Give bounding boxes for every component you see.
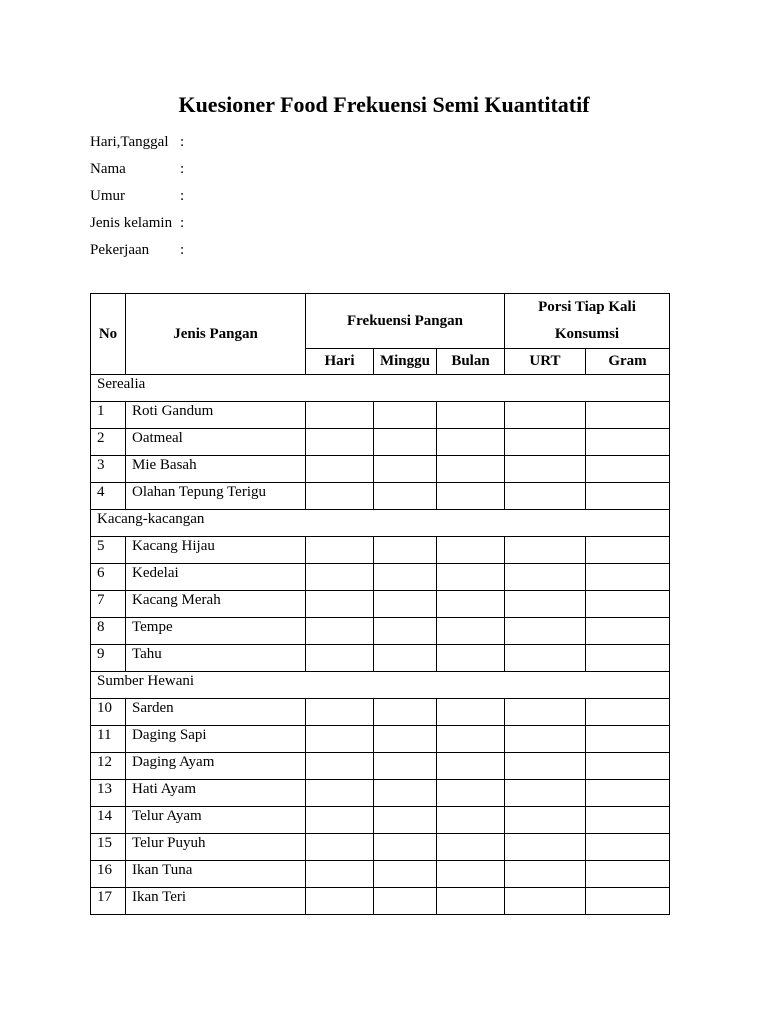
header-no: No — [91, 294, 126, 375]
row-number: 9 — [91, 645, 126, 672]
food-name: Daging Sapi — [126, 726, 306, 753]
table-row — [91, 807, 670, 834]
field-jenis-kelamin[interactable] — [90, 213, 190, 240]
row-number: 16 — [91, 861, 126, 888]
field-label: Hari,Tanggal — [90, 134, 169, 150]
header-jenis-pangan: Jenis Pangan — [126, 294, 306, 375]
row-number: 1 — [91, 402, 126, 429]
field-colon: : — [180, 215, 185, 231]
answer-cell-hari[interactable] — [306, 564, 374, 591]
food-frequency-table — [90, 293, 670, 915]
answer-cell-hari[interactable] — [306, 429, 374, 456]
table-row — [91, 834, 670, 861]
answer-cell-gram[interactable] — [586, 402, 670, 429]
answer-cell-hari[interactable] — [306, 780, 374, 807]
answer-cell-bulan[interactable] — [437, 888, 505, 915]
answer-cell-bulan[interactable] — [437, 591, 505, 618]
answer-cell-minggu[interactable] — [374, 645, 437, 672]
category-row — [91, 672, 670, 699]
answer-cell-minggu[interactable] — [374, 456, 437, 483]
answer-cell-minggu[interactable] — [374, 564, 437, 591]
answer-cell-bulan[interactable] — [437, 699, 505, 726]
table-row — [91, 429, 670, 456]
header-porsi — [505, 294, 670, 349]
header-hari: Hari — [306, 349, 374, 375]
answer-cell-hari[interactable] — [306, 483, 374, 510]
food-name: Telur Puyuh — [126, 834, 306, 861]
table-row — [91, 564, 670, 591]
header-urt: URT — [505, 349, 586, 375]
answer-cell-urt[interactable] — [505, 537, 586, 564]
answer-cell-gram[interactable] — [586, 780, 670, 807]
answer-cell-gram[interactable] — [586, 456, 670, 483]
field-label: Umur — [90, 188, 125, 204]
answer-cell-gram[interactable] — [586, 618, 670, 645]
header-porsi-line2: Konsumsi — [554, 326, 620, 342]
answer-cell-hari[interactable] — [306, 591, 374, 618]
answer-cell-minggu[interactable] — [374, 780, 437, 807]
answer-cell-minggu[interactable] — [374, 537, 437, 564]
answer-cell-gram[interactable] — [586, 591, 670, 618]
row-number: 12 — [91, 753, 126, 780]
answer-cell-urt[interactable] — [505, 699, 586, 726]
answer-cell-gram[interactable] — [586, 483, 670, 510]
header-frekuensi-pangan: Frekuensi Pangan — [306, 294, 505, 349]
answer-cell-bulan[interactable] — [437, 645, 505, 672]
table-row — [91, 645, 670, 672]
category-row — [91, 375, 670, 402]
answer-cell-urt[interactable] — [505, 402, 586, 429]
answer-cell-bulan[interactable] — [437, 537, 505, 564]
field-umur[interactable] — [90, 186, 190, 213]
answer-cell-gram[interactable] — [586, 537, 670, 564]
category-label: Kacang-kacangan — [91, 510, 670, 537]
answer-cell-urt[interactable] — [505, 591, 586, 618]
answer-cell-bulan[interactable] — [437, 807, 505, 834]
row-number: 2 — [91, 429, 126, 456]
answer-cell-urt[interactable] — [505, 861, 586, 888]
food-name: Mie Basah — [126, 456, 306, 483]
table-row — [91, 618, 670, 645]
food-name: Kacang Merah — [126, 591, 306, 618]
answer-cell-urt[interactable] — [505, 834, 586, 861]
food-name: Kedelai — [126, 564, 306, 591]
food-name: Tempe — [126, 618, 306, 645]
row-number: 10 — [91, 699, 126, 726]
food-name: Hati Ayam — [126, 780, 306, 807]
answer-cell-minggu[interactable] — [374, 726, 437, 753]
table-row — [91, 456, 670, 483]
answer-cell-minggu[interactable] — [374, 402, 437, 429]
answer-cell-minggu[interactable] — [374, 699, 437, 726]
answer-cell-urt[interactable] — [505, 888, 586, 915]
answer-cell-hari[interactable] — [306, 537, 374, 564]
category-label: Sumber Hewani — [91, 672, 670, 699]
table-row — [91, 483, 670, 510]
header-porsi-line1: Porsi Tiap Kali — [538, 299, 636, 315]
food-name: Kacang Hijau — [126, 537, 306, 564]
answer-cell-bulan[interactable] — [437, 456, 505, 483]
field-label: Jenis kelamin — [90, 215, 173, 231]
table-row — [91, 780, 670, 807]
food-name: Telur Ayam — [126, 807, 306, 834]
answer-cell-bulan[interactable] — [437, 618, 505, 645]
answer-cell-urt[interactable] — [505, 429, 586, 456]
answer-cell-gram[interactable] — [586, 429, 670, 456]
answer-cell-bulan[interactable] — [437, 861, 505, 888]
answer-cell-urt[interactable] — [505, 456, 586, 483]
row-number: 6 — [91, 564, 126, 591]
food-name: Daging Ayam — [126, 753, 306, 780]
field-colon: : — [180, 134, 185, 150]
row-number: 15 — [91, 834, 126, 861]
table-row — [91, 888, 670, 915]
answer-cell-bulan[interactable] — [437, 780, 505, 807]
answer-cell-hari[interactable] — [306, 618, 374, 645]
row-number: 14 — [91, 807, 126, 834]
table-row — [91, 726, 670, 753]
table-row — [91, 861, 670, 888]
answer-cell-minggu[interactable] — [374, 861, 437, 888]
answer-cell-urt[interactable] — [505, 564, 586, 591]
answer-cell-bulan[interactable] — [437, 483, 505, 510]
row-number: 3 — [91, 456, 126, 483]
respondent-fields — [90, 132, 190, 267]
answer-cell-gram[interactable] — [586, 645, 670, 672]
row-number: 5 — [91, 537, 126, 564]
answer-cell-gram[interactable] — [586, 807, 670, 834]
food-name: Olahan Tepung Terigu — [126, 483, 306, 510]
answer-cell-hari[interactable] — [306, 834, 374, 861]
answer-cell-bulan[interactable] — [437, 402, 505, 429]
category-label: Serealia — [91, 375, 670, 402]
answer-cell-urt[interactable] — [505, 726, 586, 753]
row-number: 17 — [91, 888, 126, 915]
field-colon: : — [180, 188, 185, 204]
answer-cell-bulan[interactable] — [437, 564, 505, 591]
answer-cell-hari[interactable] — [306, 888, 374, 915]
table-row — [91, 753, 670, 780]
answer-cell-urt[interactable] — [505, 780, 586, 807]
answer-cell-urt[interactable] — [505, 618, 586, 645]
answer-cell-gram[interactable] — [586, 861, 670, 888]
answer-cell-gram[interactable] — [586, 834, 670, 861]
food-name: Roti Gandum — [126, 402, 306, 429]
answer-cell-minggu[interactable] — [374, 834, 437, 861]
answer-cell-hari[interactable] — [306, 861, 374, 888]
answer-cell-minggu[interactable] — [374, 753, 437, 780]
header-bulan: Bulan — [437, 349, 505, 375]
header-gram: Gram — [586, 349, 670, 375]
answer-cell-gram[interactable] — [586, 564, 670, 591]
row-number: 8 — [91, 618, 126, 645]
answer-cell-hari[interactable] — [306, 726, 374, 753]
answer-cell-gram[interactable] — [586, 726, 670, 753]
answer-cell-urt[interactable] — [505, 645, 586, 672]
answer-cell-urt[interactable] — [505, 753, 586, 780]
table-row — [91, 537, 670, 564]
field-colon: : — [180, 161, 185, 177]
answer-cell-hari[interactable] — [306, 807, 374, 834]
answer-cell-minggu[interactable] — [374, 591, 437, 618]
row-number: 13 — [91, 780, 126, 807]
field-label: Nama — [90, 161, 126, 177]
category-row — [91, 510, 670, 537]
answer-cell-gram[interactable] — [586, 699, 670, 726]
row-number: 11 — [91, 726, 126, 753]
answer-cell-hari[interactable] — [306, 402, 374, 429]
answer-cell-bulan[interactable] — [437, 726, 505, 753]
answer-cell-bulan[interactable] — [437, 429, 505, 456]
answer-cell-hari[interactable] — [306, 699, 374, 726]
page-title: Kuesioner Food Frekuensi Semi Kuantitatif — [178, 92, 590, 117]
field-nama[interactable] — [90, 159, 190, 186]
food-name: Oatmeal — [126, 429, 306, 456]
table-row — [91, 402, 670, 429]
answer-cell-bulan[interactable] — [437, 834, 505, 861]
answer-cell-hari[interactable] — [306, 645, 374, 672]
answer-cell-minggu[interactable] — [374, 429, 437, 456]
table-body — [91, 375, 670, 915]
food-name: Ikan Tuna — [126, 861, 306, 888]
answer-cell-minggu[interactable] — [374, 618, 437, 645]
answer-cell-minggu[interactable] — [374, 888, 437, 915]
row-number: 7 — [91, 591, 126, 618]
field-hari-tanggal[interactable] — [90, 132, 190, 159]
answer-cell-gram[interactable] — [586, 753, 670, 780]
answer-cell-urt[interactable] — [505, 807, 586, 834]
answer-cell-urt[interactable] — [505, 483, 586, 510]
table-row — [91, 699, 670, 726]
table-row — [91, 591, 670, 618]
answer-cell-minggu[interactable] — [374, 807, 437, 834]
answer-cell-hari[interactable] — [306, 753, 374, 780]
row-number: 4 — [91, 483, 126, 510]
answer-cell-minggu[interactable] — [374, 483, 437, 510]
answer-cell-hari[interactable] — [306, 456, 374, 483]
header-minggu: Minggu — [374, 349, 437, 375]
field-pekerjaan[interactable] — [90, 240, 190, 267]
food-name: Ikan Teri — [126, 888, 306, 915]
food-name: Tahu — [126, 645, 306, 672]
field-colon: : — [180, 242, 185, 258]
food-name: Sarden — [126, 699, 306, 726]
answer-cell-gram[interactable] — [586, 888, 670, 915]
answer-cell-bulan[interactable] — [437, 753, 505, 780]
field-label: Pekerjaan — [90, 242, 150, 258]
